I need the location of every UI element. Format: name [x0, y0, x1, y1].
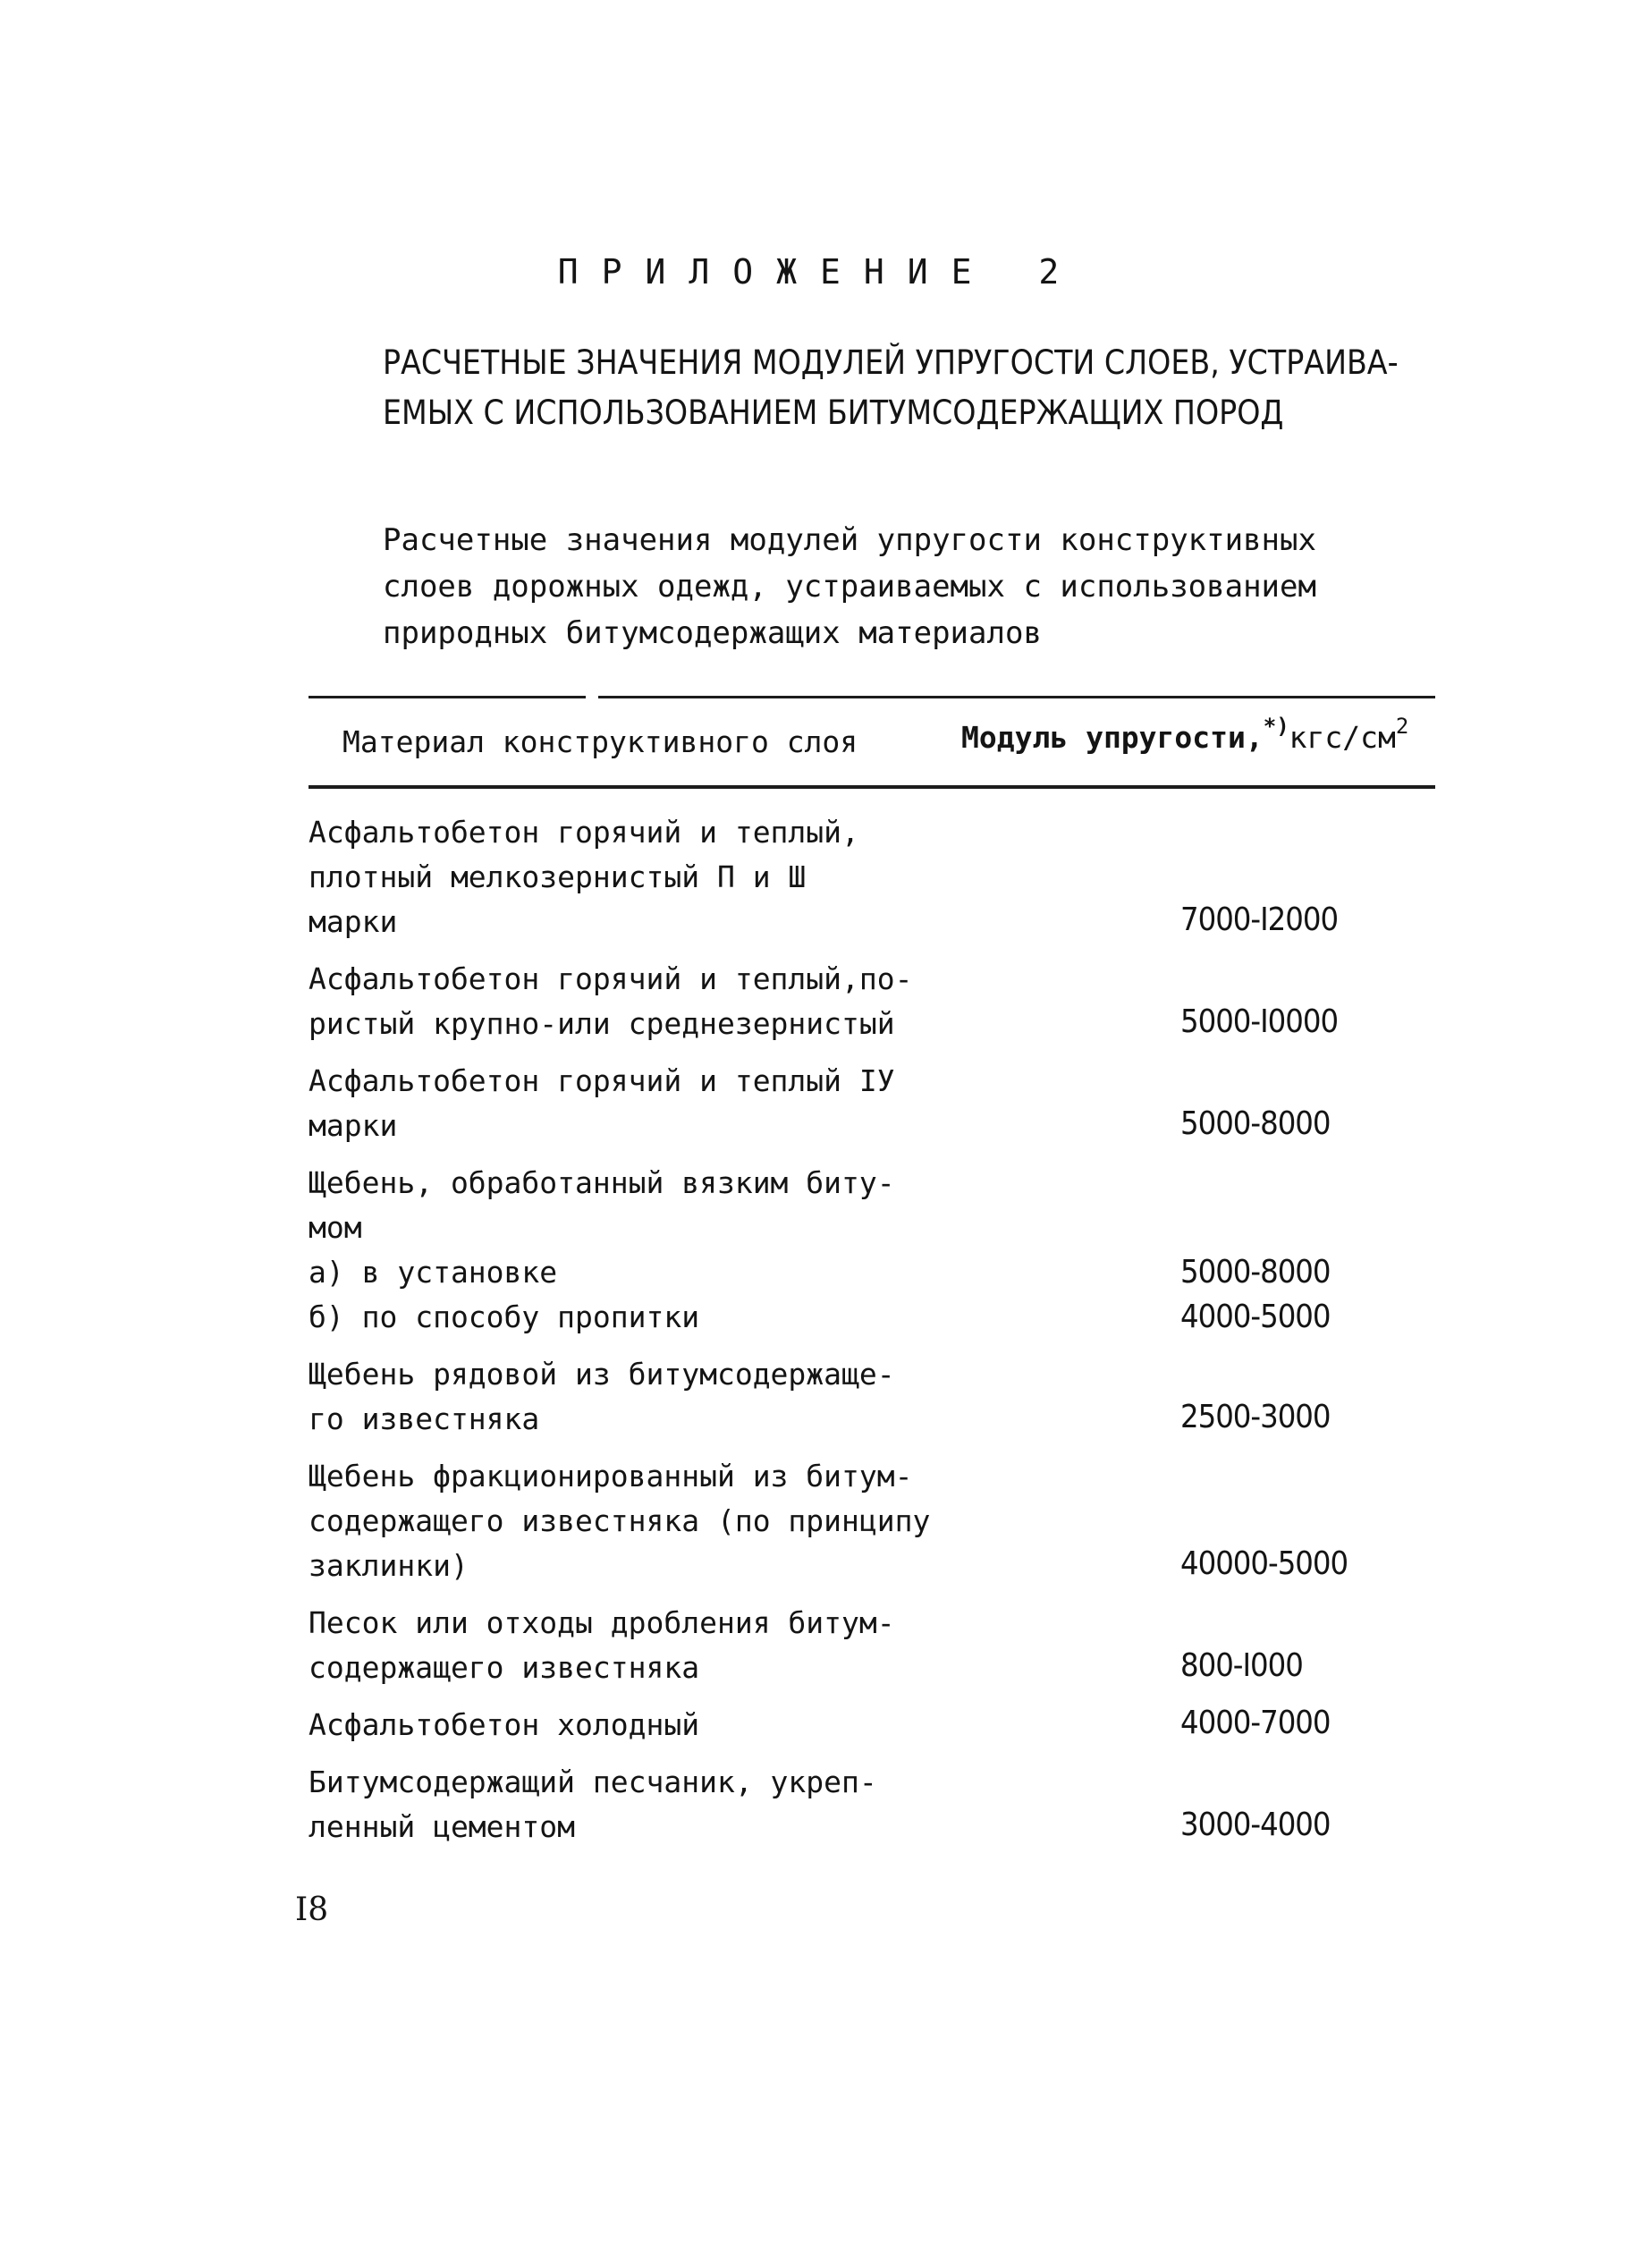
material-line: Щебень фракционированный из битум- [309, 1459, 913, 1494]
material-line: Асфальтобетон горячий и теплый,по- [309, 961, 913, 996]
material-line: марки [309, 904, 398, 939]
footnote-marker: *) [1263, 714, 1289, 739]
material-cell [309, 957, 1042, 1046]
material-line: плотный мелкозернистый П и Ш [309, 859, 807, 894]
table-row [309, 1059, 1435, 1148]
material-line: го известняка [309, 1401, 540, 1436]
material-cell [309, 1703, 1042, 1748]
table-row [309, 1601, 1435, 1690]
sub-row-label: а) в установке [309, 1255, 558, 1290]
table-row [309, 810, 1435, 944]
material-line: Асфальтобетон холодный [309, 1707, 700, 1742]
material-cell [309, 1760, 1042, 1849]
modulus-value: 800-I000 [1180, 1647, 1303, 1684]
modulus-value: 3000-4000 [1180, 1807, 1331, 1843]
caption-line: Расчетные значения модулей упругости конструктивных [383, 522, 1316, 558]
heading-line: ЕМЫХ С ИСПОЛЬЗОВАНИЕМ БИТУМСОДЕРЖАЩИХ ПОРОД [383, 394, 1284, 432]
material-cell [309, 810, 1042, 944]
material-line: Битумсодержащий песчаник, укреп- [309, 1764, 877, 1799]
material-cell [309, 1454, 1042, 1588]
material-line: Асфальтобетон горячий и теплый IУ [309, 1063, 895, 1098]
material-line: содержащего известняка (по принципу [309, 1503, 931, 1538]
material-line: заклинки) [309, 1548, 469, 1583]
modulus-value: 40000-5000 [1180, 1545, 1348, 1582]
material-cell [309, 1352, 1042, 1442]
sub-row [309, 1295, 1435, 1340]
table-row [309, 1352, 1435, 1442]
material-cell [309, 1161, 1331, 1340]
material-line: Щебень рядовой из битумсодержаще- [309, 1357, 895, 1392]
material-line: ленный цементом [309, 1809, 576, 1844]
sub-row-label: б) по способу пропитки [309, 1299, 700, 1334]
table-row [309, 1454, 1435, 1588]
column-header-material: Материал конструктивного слоя [342, 724, 858, 759]
material-cell [309, 1059, 1042, 1148]
material-line: содержащего известняка [309, 1650, 700, 1685]
material-line: марки [309, 1108, 398, 1143]
table-row [309, 1703, 1435, 1748]
unit-power: 2 [1395, 714, 1409, 739]
document-heading [383, 338, 1456, 438]
material-line: ристый крупно-или среднезернистый [309, 1006, 895, 1041]
sub-row [309, 1250, 1435, 1295]
material-cell [309, 1601, 1042, 1690]
material-line: Щебень, обработанный вязким биту- [309, 1165, 895, 1200]
material-line: Песок или отходы дробления битум- [309, 1605, 895, 1640]
table-header-rule [309, 785, 1435, 789]
caption-line: природных битумсодержащих материалов [383, 615, 1042, 651]
table-caption [383, 517, 1456, 656]
caption-line: слоев дорожных одежд, устраиваемых с использованием [383, 569, 1316, 605]
modulus-header-text: Модуль упругости, [961, 720, 1264, 755]
heading-line: РАСЧЕТНЫЕ ЗНАЧЕНИЯ МОДУЛЕЙ УПРУГОСТИ СЛОЕВ, УСТРАИВА- [383, 343, 1399, 382]
modulus-value: 5000-I0000 [1180, 1003, 1339, 1040]
page-number: I8 [295, 1891, 329, 1928]
table-row [309, 1161, 1435, 1340]
modulus-value: 4000-5000 [1180, 1299, 1331, 1335]
table-body [309, 810, 1435, 1862]
modulus-unit: кгс/см [1289, 720, 1396, 755]
modulus-value: 7000-I2000 [1180, 901, 1339, 938]
material-line: Асфальтобетон горячий и теплый, [309, 815, 859, 850]
appendix-title: ПРИЛОЖЕНИЕ 2 [557, 252, 1083, 292]
table-top-rule [309, 696, 1435, 698]
modulus-value: 2500-3000 [1180, 1399, 1331, 1435]
modulus-value: 5000-8000 [1180, 1254, 1331, 1291]
material-line: мом [309, 1210, 362, 1245]
column-header-modulus [961, 714, 1409, 755]
table-row [309, 1760, 1435, 1849]
table-row [309, 957, 1435, 1046]
modulus-value: 4000-7000 [1180, 1705, 1331, 1741]
modulus-value: 5000-8000 [1180, 1105, 1331, 1142]
